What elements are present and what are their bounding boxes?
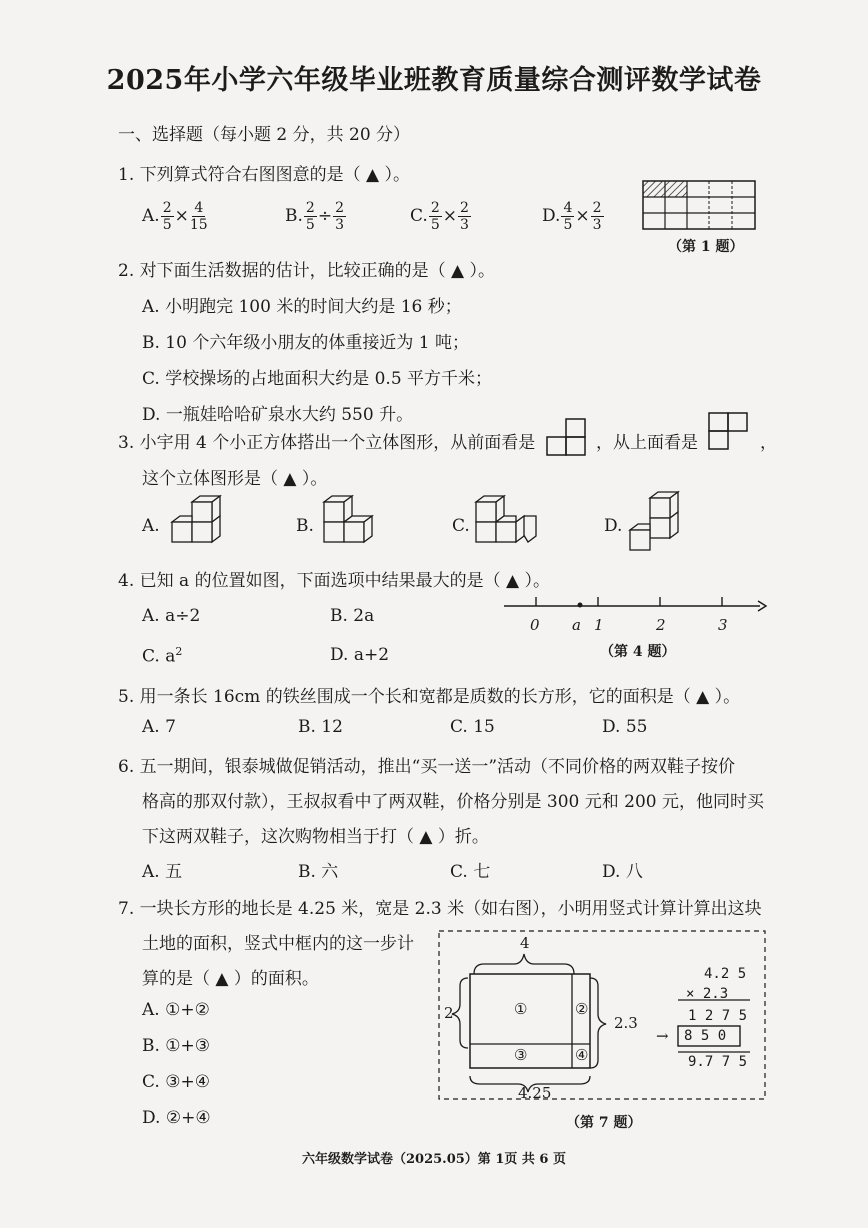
region-2-label: ②	[575, 1000, 589, 1018]
q1-option-a	[142, 200, 209, 233]
q3-option-a-cubes	[162, 494, 226, 552]
q6-option-b: B. 六	[298, 862, 339, 882]
q7-line1: 7. 一块长方形的地长是 4.25 米，宽是 2.3 米（如右图），小明用竖式计算计算出这块	[118, 899, 762, 919]
tick-label-2: 2	[656, 616, 666, 634]
option-label: C.	[410, 206, 428, 226]
q3-option-a-label: A.	[142, 516, 160, 536]
q4-option-c	[142, 645, 182, 667]
q7-option-b: B. ①+③	[142, 1036, 211, 1056]
calc-line-1: 4.2 5	[704, 966, 747, 982]
q3-top-view	[708, 412, 748, 450]
q7-left-dimension: 2	[444, 1004, 454, 1022]
calc-result: 9.7 7 5	[688, 1054, 748, 1070]
operator: ×	[442, 206, 457, 226]
q4-number-line	[500, 592, 770, 632]
denominator: 5	[563, 217, 573, 233]
q7-right-dimension: 2.3	[614, 1014, 638, 1032]
denominator: 5	[430, 217, 440, 233]
region-3-label: ③	[514, 1046, 528, 1064]
q7-option-c: C. ③+④	[142, 1072, 210, 1092]
q2-option-c: C. 学校操场的占地面积大约是 0.5 平方千米；	[142, 369, 493, 389]
q6-line3: 下这两双鞋子，这次购物相当于打（ ▲ ）折。	[142, 827, 489, 847]
q2-stem: 2. 对下面生活数据的估计，比较正确的是（ ▲ ）。	[118, 261, 496, 281]
q7-option-a: A. ①+②	[142, 1000, 210, 1020]
option-label: D.	[542, 206, 561, 226]
q5-option-c: C. 15	[450, 717, 495, 737]
operator: ×	[575, 206, 590, 226]
operator: ×	[174, 206, 189, 226]
denominator: 3	[459, 217, 469, 233]
q5-option-b: B. 12	[298, 717, 343, 737]
calc-line-3: 1 2 7 5	[688, 1008, 748, 1024]
q1-option-d	[542, 200, 605, 233]
fraction	[304, 200, 317, 233]
numerator: 2	[592, 200, 602, 216]
q7-option-d: D. ②+④	[142, 1108, 211, 1128]
q3-option-b-label: B.	[296, 516, 314, 536]
q1-caption: （第 1 题）	[668, 239, 744, 255]
q6-option-d: D. 八	[602, 862, 643, 882]
calc-line-4-boxed: 8 5 0	[684, 1028, 727, 1044]
q3-option-c-cubes	[474, 494, 538, 552]
q3-front-view	[546, 418, 586, 456]
region-4-label: ④	[575, 1046, 589, 1064]
numerator: 2	[430, 200, 440, 216]
denominator: 5	[305, 217, 315, 233]
q4-caption: （第 4 题）	[600, 644, 676, 660]
q1-option-b	[285, 200, 347, 233]
numerator: 2	[162, 200, 172, 216]
section-heading: 一、选择题（每小题 2 分，共 20 分）	[118, 125, 411, 145]
q6-line2: 格高的那双付款），王叔叔看中了两双鞋，价格分别是 300 元和 200 元，他同时买	[142, 792, 765, 812]
q2-option-d: D. 一瓶娃哈哈矿泉水大约 550 升。	[142, 405, 414, 425]
q3-stem-part2: ，从上面看是	[596, 433, 698, 453]
denominator: 15	[189, 217, 208, 233]
tick-label-0: 0	[530, 616, 540, 634]
q7-top-dimension: 4	[520, 934, 530, 952]
tick-label-1: 1	[594, 616, 604, 634]
fraction	[429, 200, 442, 233]
q7-line2: 土地的面积，竖式中框内的这一步计	[142, 934, 414, 954]
fraction	[591, 200, 604, 233]
option-label: A.	[142, 206, 160, 226]
exponent: 2	[175, 645, 183, 658]
denominator: 5	[162, 217, 172, 233]
q4-stem: 4. 已知 a 的位置如图，下面选项中结果最大的是（ ▲ ）。	[118, 571, 550, 591]
region-1-label: ①	[514, 1000, 528, 1018]
arrow-icon: →	[656, 1027, 669, 1045]
q1-stem: 1. 下列算式符合右图图意的是（ ▲ ）。	[118, 165, 411, 185]
q6-line1: 6. 五一期间，银泰城做促销活动，推出“买一送一”活动（不同价格的两双鞋子按价	[118, 757, 736, 777]
calc-line-2: × 2.3	[686, 986, 729, 1002]
q5-option-d: D. 55	[602, 717, 648, 737]
q7-line3: 算的是（ ▲ ）的面积。	[142, 969, 319, 989]
q6-option-c: C. 七	[450, 862, 491, 882]
q5-stem: 5. 用一条长 16cm 的铁丝围成一个长和宽都是质数的长方形，它的面积是（ ▲ ）。	[118, 687, 741, 707]
tick-label-3: 3	[718, 616, 728, 634]
page-footer: 六年级数学试卷（2025.05）第 1页 共 6 页	[302, 1152, 566, 1167]
q3-stem-part3: ，	[760, 433, 777, 453]
q3-option-c-label: C.	[452, 516, 470, 536]
fraction	[190, 200, 208, 233]
option-text: C. a	[142, 646, 176, 667]
exam-title: 2025年小学六年级毕业班教育质量综合测评数学试卷	[106, 65, 762, 96]
q1-option-c	[410, 200, 472, 233]
q7-bottom-dimension: 4.25	[518, 1084, 552, 1102]
q3-stem-line2: 这个立体图形是（ ▲ ）。	[142, 469, 328, 489]
fraction	[333, 200, 346, 233]
numerator: 2	[459, 200, 469, 216]
numerator: 4	[563, 200, 573, 216]
q4-option-d: D. a+2	[330, 645, 390, 665]
fraction	[561, 200, 574, 233]
numerator: 2	[305, 200, 315, 216]
numerator: 4	[194, 200, 204, 216]
q7-caption: （第 7 题）	[566, 1115, 642, 1131]
denominator: 3	[335, 217, 344, 233]
denominator: 3	[592, 217, 602, 233]
tick-label-a: a	[572, 616, 581, 634]
q1-grid-figure	[642, 180, 757, 230]
q3-option-b-cubes	[318, 494, 382, 552]
q6-option-a: A. 五	[142, 862, 183, 882]
q3-option-d-label: D.	[604, 516, 623, 536]
q4-option-a: A. a÷2	[142, 606, 201, 626]
q2-option-a: A. 小明跑完 100 米的时间大约是 16 秒；	[142, 297, 462, 317]
fraction	[458, 200, 471, 233]
q3-stem-part1: 3. 小宇用 4 个小正方体搭出一个立体图形，从前面看是	[118, 433, 536, 453]
q4-option-b: B. 2a	[330, 606, 375, 626]
q5-option-a: A. 7	[142, 717, 176, 737]
operator: ÷	[317, 206, 333, 226]
numerator: 2	[335, 200, 344, 216]
q2-option-b: B. 10 个六年级小朋友的体重接近为 1 吨；	[142, 333, 469, 353]
option-label: B.	[285, 206, 303, 226]
fraction	[161, 200, 174, 233]
q3-option-d-cubes	[624, 490, 688, 552]
